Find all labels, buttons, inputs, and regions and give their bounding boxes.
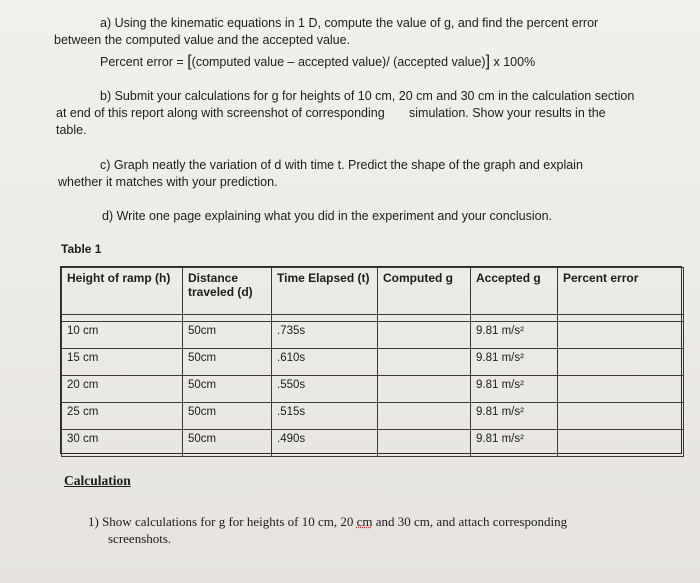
instruction-c-line1: c) Graph neatly the variation of d with time t. Predict the shape of the graph and explain [100,158,583,172]
cell-accepted-g: 9.81 m/s² [471,376,558,403]
cell-accepted-g: 9.81 m/s² [471,403,558,430]
cell-height: 10 cm [62,322,183,349]
cell-computed-g [378,430,471,457]
cell-percent-error [558,349,684,376]
header-time-elapsed: Time Elapsed (t) [272,268,378,315]
instruction-b-line1: b) Submit your calculations for g for heights of 10 cm, 20 cm and 30 cm in the calculation section [100,89,635,103]
cell-distance: 50cm [183,403,272,430]
instruction-c-line2: whether it matches with your prediction. [58,175,278,189]
results-table [60,266,682,454]
table-row [62,322,684,349]
cell-time: .610s [272,349,378,376]
spacer-cell [471,315,558,322]
cell-height: 25 cm [62,403,183,430]
cell-distance: 50cm [183,322,272,349]
cell-computed-g [378,322,471,349]
cell-time: .735s [272,322,378,349]
cell-percent-error [558,403,684,430]
cell-height: 20 cm [62,376,183,403]
table-spacer-row [62,315,684,322]
cell-accepted-g: 9.81 m/s² [471,349,558,376]
spacer-cell [183,315,272,322]
table-row [62,430,684,457]
cell-height: 15 cm [62,349,183,376]
calc-text-cm: cm [356,514,373,529]
percent-error-suffix: x 100% [490,55,536,69]
cell-percent-error [558,430,684,457]
calc-text-pre: 1) Show calculations for g for heights of 10 cm, 20 [88,514,357,529]
cell-time: .550s [272,376,378,403]
header-distance-traveled: Distance traveled (d) [183,268,272,315]
instruction-b-line2a: at end of this report along with screenshot of corresponding [56,106,385,120]
cell-distance: 50cm [183,349,272,376]
calculation-item-1-line2: screenshots. [108,531,172,546]
cell-accepted-g: 9.81 m/s² [471,430,558,457]
spacer-cell [272,315,378,322]
percent-error-body: (computed value – accepted value)/ (accepted value) [191,55,486,69]
header-computed-g: Computed g [378,268,471,315]
table-row [62,349,684,376]
cell-time: .490s [272,430,378,457]
table-title: Table 1 [61,242,102,256]
calculation-heading: Calculation [64,473,131,488]
calc-text-post: and 30 cm, and attach corresponding [372,514,568,529]
table-header-row [62,268,684,315]
formula-open-bracket: [ [187,53,192,70]
cell-percent-error [558,322,684,349]
table-row [62,376,684,403]
spacer-cell [62,315,183,322]
cell-computed-g [378,403,471,430]
instruction-a-line1: a) Using the kinematic equations in 1 D, compute the value of g, and find the percent error [100,16,599,30]
instruction-d-line1: d) Write one page explaining what you did in the experiment and your conclusion. [102,209,553,223]
cell-accepted-g: 9.81 m/s² [471,322,558,349]
percent-error-prefix: Percent error = [100,55,188,69]
instruction-b-line2b: simulation. Show your results in the [409,106,606,120]
cell-percent-error [558,376,684,403]
cell-height: 30 cm [62,430,183,457]
cell-computed-g [378,349,471,376]
formula-close-bracket: ] [485,53,491,70]
cell-distance: 50cm [183,430,272,457]
table-row [62,403,684,430]
cell-distance: 50cm [183,376,272,403]
calculation-item-1-line1 [88,514,567,530]
spacer-cell [558,315,684,322]
cell-computed-g [378,376,471,403]
spacer-cell [378,315,471,322]
cell-time: .515s [272,403,378,430]
instruction-a-line2: between the computed value and the accepted value. [54,33,351,47]
header-percent-error: Percent error [558,268,684,315]
percent-error-formula [100,54,535,70]
header-accepted-g: Accepted g [471,268,558,315]
instruction-b-line3: table. [56,123,87,137]
header-height-of-ramp: Height of ramp (h) [62,268,183,315]
